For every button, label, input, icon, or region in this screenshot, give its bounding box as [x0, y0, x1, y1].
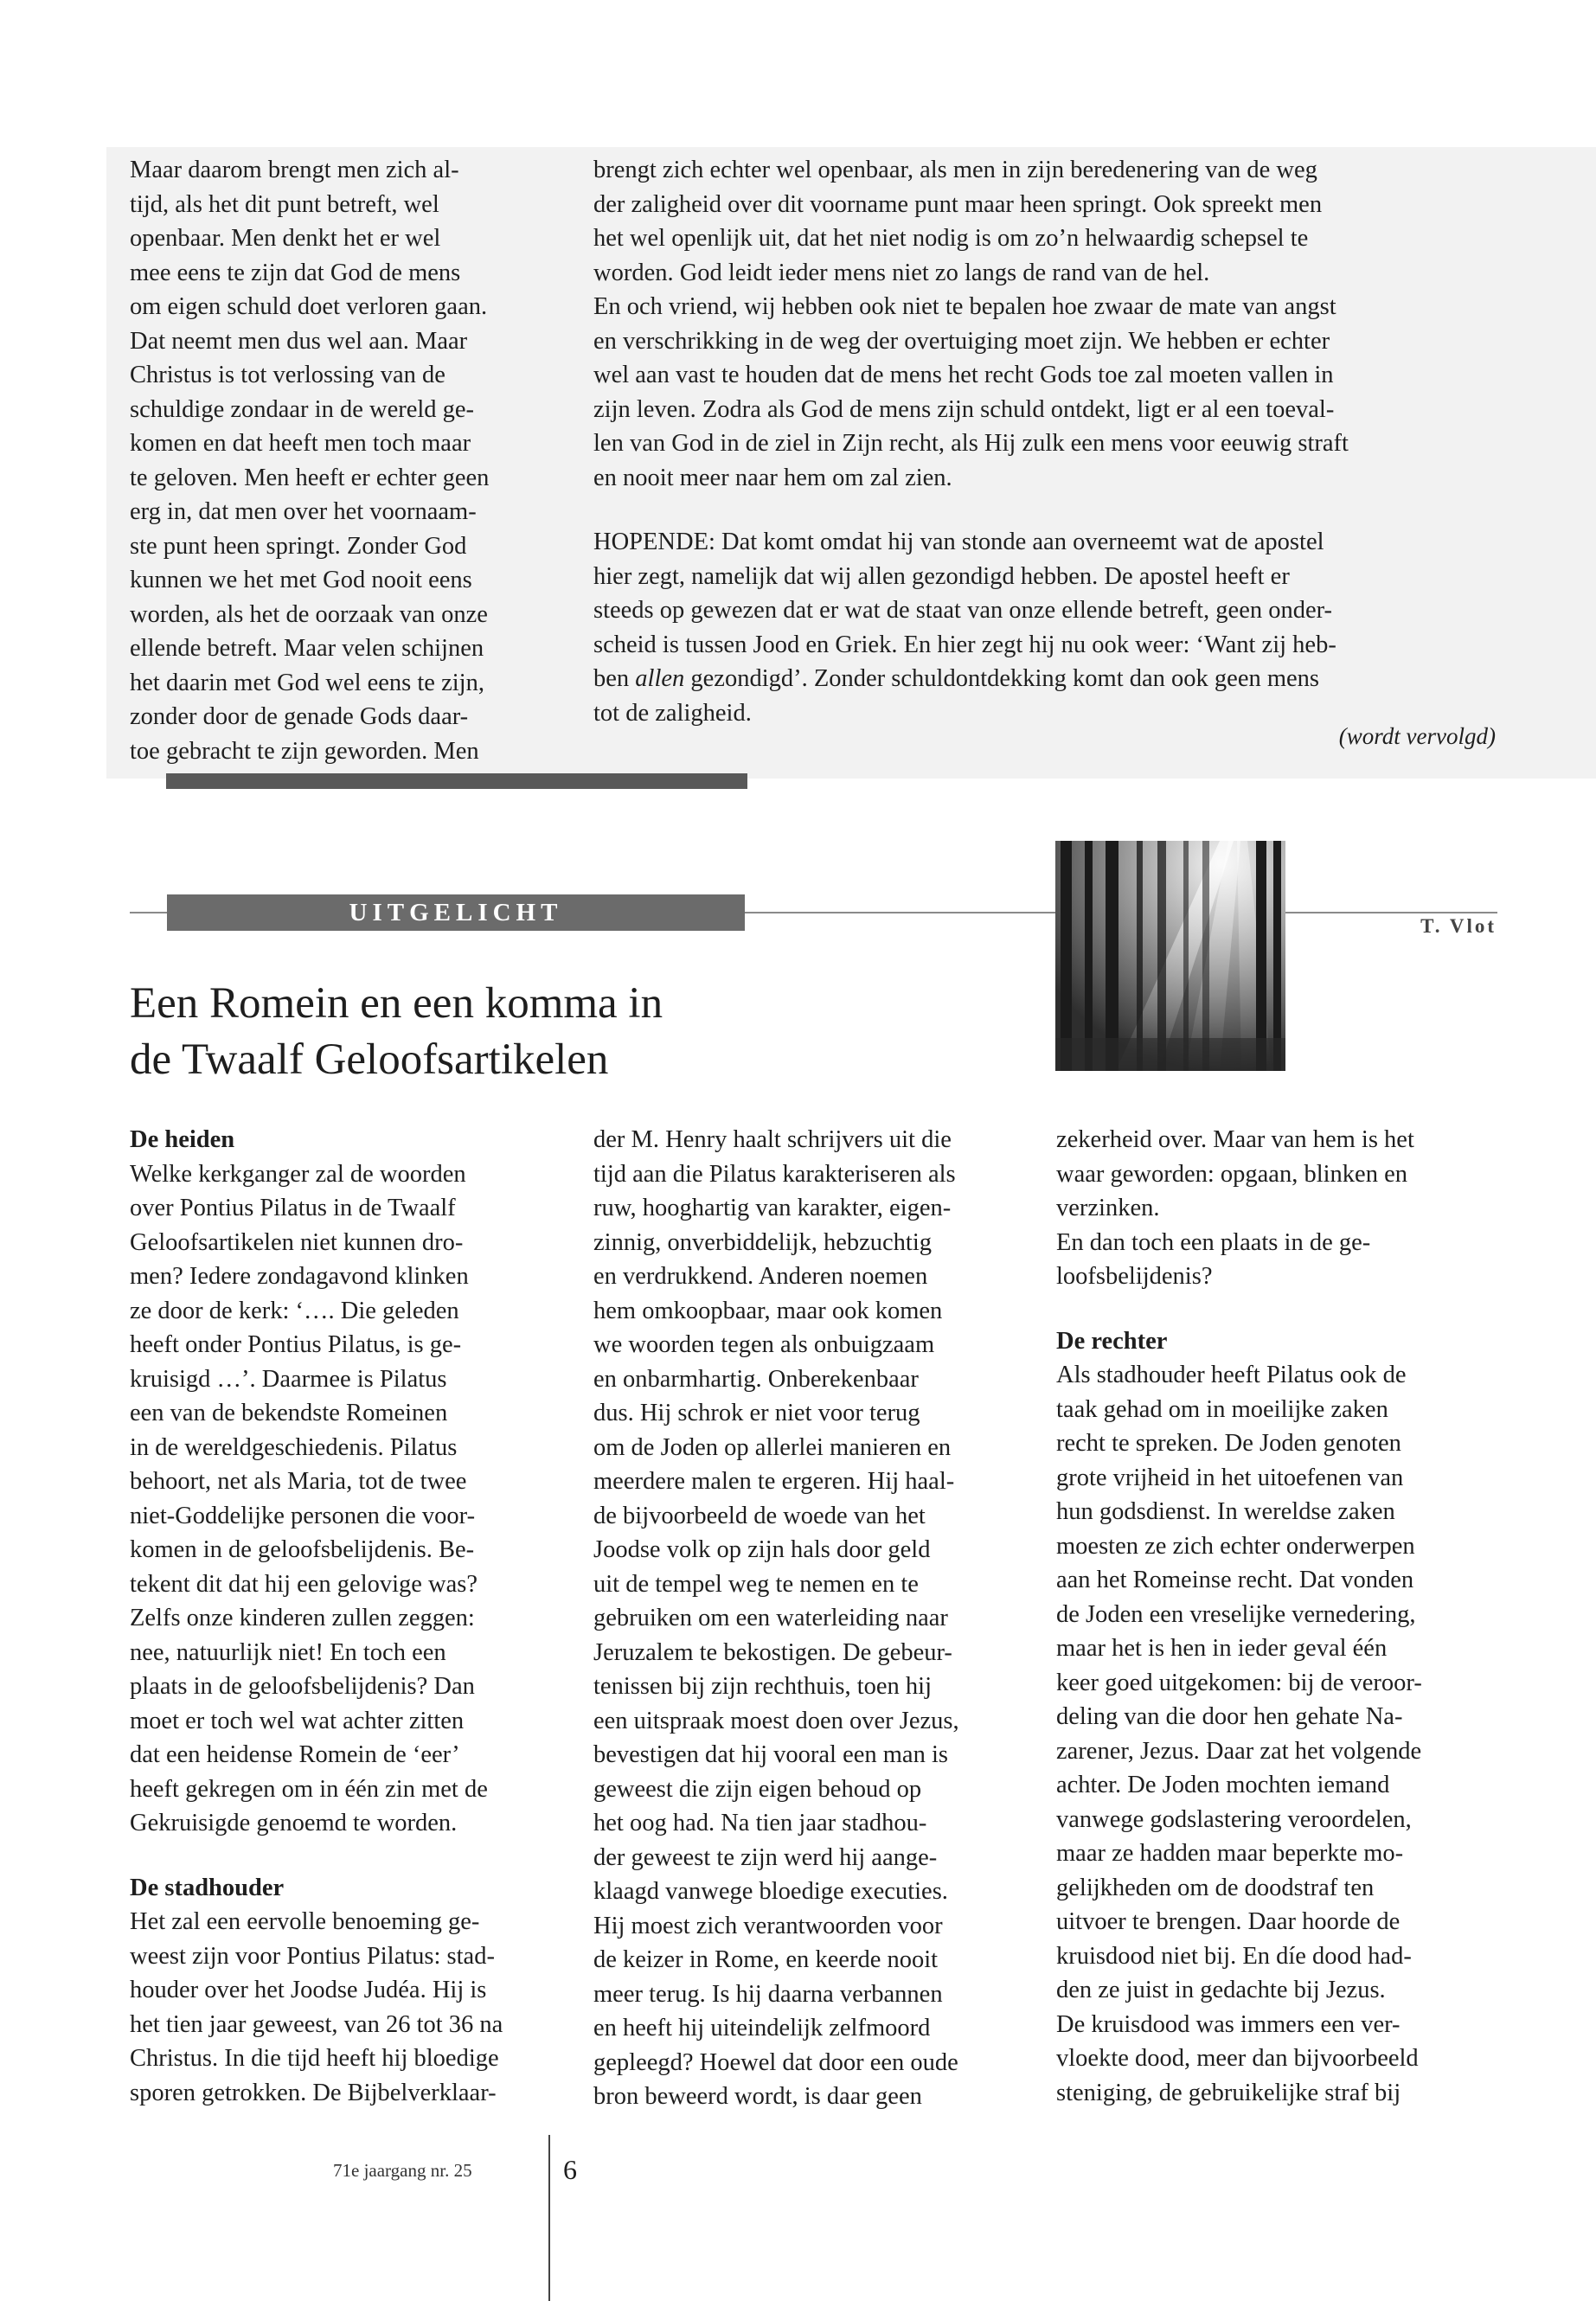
text-line: Als stadhouder heeft Pilatus ook de: [1056, 1362, 1407, 1388]
text-line: Gekruisigde genoemd te worden.: [130, 1810, 458, 1836]
section-rule-middle: [745, 912, 1055, 913]
text-line: Welke kerkganger zal de woorden: [130, 1160, 466, 1188]
text-line: maar het is hen in ieder geval één: [1056, 1635, 1388, 1662]
article-title-line-1: Een Romein en een komma in: [130, 979, 663, 1028]
text-line: der zaligheid over dit voorname punt maar heen springt. Ook spreekt men: [593, 190, 1323, 218]
text-line: houder over het Joodse Judéa. Hij is: [130, 1977, 487, 2003]
emphasis-word: allen: [635, 665, 685, 692]
text-line: sporen getrokken. De Bijbelverklaar-: [130, 2079, 497, 2106]
text-line: tekent dit dat hij een gelovige was?: [130, 1570, 478, 1598]
text-line: schuldige zondaar in de wereld ge-: [130, 395, 475, 423]
text-line: Het zal een eervolle benoeming ge-: [130, 1908, 480, 1935]
text-line: bevestigen dat hij vooral een man is: [593, 1741, 948, 1768]
text-line: HOPENDE: Dat komt omdat hij van stonde aan overneemt wat de apostel: [593, 529, 1324, 555]
text-line: geweest die zijn eigen behoud op: [593, 1775, 922, 1803]
subheading-de-stadhouder: De stadhouder: [130, 1874, 285, 1901]
text-line: Christus is tot verlossing van de: [130, 362, 445, 388]
text-line: klaagd vanwege bloedige executies.: [593, 1878, 948, 1905]
text-line: tijd, als het dit punt betreft, wel: [130, 190, 439, 218]
article-column-3: [1056, 1123, 1477, 2110]
text-line: in de wereldgeschiedenis. Pilatus: [130, 1433, 458, 1461]
text-line: hun godsdienst. In wereldse zaken: [1056, 1498, 1395, 1525]
divider-bar: [166, 773, 747, 789]
text-line: Zelfs onze kinderen zullen zeggen:: [130, 1605, 475, 1631]
article-title: [130, 976, 663, 1088]
issue-label: 71e jaargang nr. 25: [333, 2160, 472, 2181]
text-line: len van God in de ziel in Zijn recht, als Hij zulk een mens voor eeuwig straft: [593, 430, 1349, 457]
text-line: Dat neemt men dus wel aan. Maar: [130, 327, 468, 355]
text-line: ste punt heen springt. Zonder God: [130, 532, 467, 560]
text-line: en onbarmhartig. Onberekenbaar: [593, 1365, 919, 1393]
footer-divider: [548, 2135, 550, 2301]
text-line: En och vriend, wij hebben ook niet te bepalen hoe zwaar de mate van angst: [593, 293, 1336, 320]
text-line: aan het Romeinse recht. Dat vonden: [1056, 1567, 1414, 1593]
text-line: mee eens te zijn dat God de mens: [130, 259, 461, 286]
section-label: UITGELICHT: [167, 894, 745, 931]
text-line: heeft onder Pontius Pilatus, is ge-: [130, 1331, 462, 1358]
text-line: te geloven. Men heeft er echter geen: [130, 464, 490, 491]
continued-note: (wordt vervolgd): [1338, 723, 1496, 749]
text-line: grote vrijheid in het uitoefenen van: [1056, 1464, 1404, 1491]
text-line: deling van die door hen gehate Na-: [1056, 1703, 1403, 1730]
text-line: kruisigd …’. Daarmee is Pilatus: [130, 1365, 447, 1393]
last-line: tot de zaligheid.: [593, 699, 752, 727]
text-line: men? Iedere zondagavond klinken: [130, 1263, 469, 1290]
text-line: En dan toch een plaats in de ge-: [1056, 1228, 1371, 1256]
text-line: vloekte dood, meer dan bijvoorbeeld: [1056, 2045, 1419, 2072]
text-line: behoort, net als Maria, tot de twee: [130, 1468, 467, 1495]
text-line: den ze juist in gedachte bij Jezus.: [1056, 1977, 1386, 2003]
text-line: tenissen bij zijn rechthuis, toen hij: [593, 1673, 933, 1700]
text-line: vanwege godslastering veroordelen,: [1056, 1805, 1412, 1833]
text-line: en heeft hij uiteindelijk zelfmoord: [593, 2015, 931, 2041]
text-line: zijn leven. Zodra als God de mens zijn schuld ontdekt, ligt er al een toeval-: [593, 395, 1335, 423]
text-line: ruw, hooghartig van karakter, eigen-: [593, 1195, 952, 1221]
top-left-column: [130, 153, 551, 768]
article-title-line-2: de Twaalf Geloofsartikelen: [130, 1035, 609, 1084]
text-line: bron beweerd wordt, is daar geen: [593, 2083, 922, 2110]
text-line: gelijkheden om de doodstraf ten: [1056, 1874, 1375, 1901]
emphasis-line-suffix: gezondigd’. Zonder schuldontdekking komt dan ook geen mens: [684, 665, 1320, 692]
text-line: moesten ze zich echter onderwerpen: [1056, 1532, 1415, 1560]
text-line: het daarin met God wel eens te zijn,: [130, 669, 484, 696]
subheading-de-heiden: De heiden: [130, 1126, 235, 1153]
text-line: worden. God leidt ieder mens niet zo langs de rand van de hel.: [593, 259, 1210, 286]
text-line: en nooit meer naar hem om zal zien.: [593, 464, 952, 491]
article-column-2: [593, 1123, 1015, 2114]
text-line: niet-Goddelijke personen die voor-: [130, 1502, 476, 1529]
text-line: achter. De Joden mochten iemand: [1056, 1772, 1390, 1798]
text-line: scheid is tussen Jood en Griek. En hier zegt hij nu ook weer: ‘Want zij heb-: [593, 631, 1336, 658]
text-line: de bijvoorbeeld de woede van het: [593, 1502, 926, 1529]
text-line: gepleegd? Hoewel dat door een oude: [593, 2048, 958, 2076]
text-line: Maar daarom brengt men zich al-: [130, 157, 459, 183]
text-line: een van de bekendste Romeinen: [130, 1400, 448, 1426]
text-line: der M. Henry haalt schrijvers uit die: [593, 1126, 952, 1153]
text-line: maar ze hadden maar beperkte mo-: [1056, 1840, 1404, 1867]
text-line: zarener, Jezus. Daar zat het volgende: [1056, 1737, 1422, 1765]
text-line: meerdere malen te ergeren. Hij haal-: [593, 1468, 955, 1495]
text-line: de Joden een vreselijke vernedering,: [1056, 1600, 1416, 1628]
text-line: om eigen schuld doet verloren gaan.: [130, 293, 488, 320]
text-line: het wel openlijk uit, dat het niet nodig is om zo’n helwaardig schepsel te: [593, 225, 1309, 252]
text-line: gebruiken om een waterleiding naar: [593, 1605, 948, 1631]
text-line: heeft gekregen om in één zin met de: [130, 1775, 488, 1803]
text-line: komen en dat heeft men toch maar: [130, 430, 471, 457]
text-line: en verdrukkend. Anderen noemen: [593, 1263, 928, 1290]
text-line: het oog had. Na tien jaar stadhou-: [593, 1810, 927, 1836]
text-line: verzinken.: [1056, 1195, 1160, 1221]
text-line: over Pontius Pilatus in de Twaalf: [130, 1195, 456, 1221]
text-line: hem omkoopbaar, maar ook komen: [593, 1297, 943, 1324]
text-line: De kruisdood was immers een ver-: [1056, 2010, 1401, 2038]
text-line: taak gehad om in moeilijke zaken: [1056, 1395, 1388, 1423]
section-rule-right: [1285, 912, 1497, 913]
text-line: keer goed uitgekomen: bij de veroor-: [1056, 1669, 1422, 1696]
text-line: toe gebracht te zijn geworden. Men: [130, 737, 479, 765]
text-line: dus. Hij schrok er niet voor terug: [593, 1400, 920, 1426]
text-line: zekerheid over. Maar van hem is het: [1056, 1126, 1414, 1153]
text-line: uit de tempel weg te nemen en te: [593, 1570, 919, 1598]
text-line: en verschrikking in de weg der overtuiging moet zijn. We hebben er echter: [593, 327, 1330, 355]
text-line: om de Joden op allerlei manieren en: [593, 1433, 952, 1461]
text-line: tijd aan die Pilatus karakteriseren als: [593, 1160, 956, 1188]
text-line: openbaar. Men denkt het er wel: [130, 225, 441, 252]
subheading-de-rechter: De rechter: [1056, 1327, 1168, 1355]
top-right-column: [593, 153, 1477, 730]
text-line: waar geworden: opgaan, blinken en: [1056, 1160, 1407, 1188]
text-line: ellende betreft. Maar velen schijnen: [130, 635, 484, 662]
text-line: steniging, de gebruikelijke straf bij: [1056, 2079, 1401, 2106]
text-line: Hij moest zich verantwoorden voor: [593, 1912, 943, 1939]
section-rule-left: [130, 912, 167, 913]
text-line: komen in de geloofsbelijdenis. Be-: [130, 1536, 475, 1563]
text-line: zinnig, onverbiddelijk, hebzuchtig: [593, 1228, 932, 1256]
page-number: 6: [563, 2154, 577, 2185]
forest-image: [1055, 841, 1285, 1071]
text-line: brengt zich echter wel openbaar, als men in zijn beredenering van de weg: [593, 157, 1317, 183]
text-line: worden, als het de oorzaak van onze: [130, 600, 488, 628]
text-line: erg in, dat men over het voornaam-: [130, 498, 477, 525]
text-line: plaats in de geloofsbelijdenis? Dan: [130, 1673, 475, 1700]
text-line: de keizer in Rome, en keerde nooit: [593, 1946, 939, 1973]
text-line: meer terug. Is hij daarna verbannen: [593, 1980, 943, 2008]
text-line: recht te spreken. De Joden genoten: [1056, 1430, 1401, 1457]
text-line: kruisdood niet bij. En díe dood had-: [1056, 1942, 1412, 1970]
text-line: uitvoer te brengen. Daar hoorde de: [1056, 1908, 1401, 1935]
text-line: Jeruzalem te bekostigen. De gebeur-: [593, 1638, 952, 1666]
text-line: een uitspraak moest doen over Jezus,: [593, 1707, 959, 1734]
text-line: weest zijn voor Pontius Pilatus: stad-: [130, 1942, 495, 1970]
text-line: ze door de kerk: ‘…. Die geleden: [130, 1297, 459, 1324]
text-line: wel aan vast te houden dat de mens het recht Gods toe zal moeten vallen in: [593, 362, 1334, 388]
author-name: T. Vlot: [1420, 915, 1497, 937]
article-column-1: [130, 1123, 551, 2110]
text-line: dat een heidense Romein de ‘eer’: [130, 1741, 460, 1768]
text-line: steeds op gewezen dat er wat de staat van onze ellende betreft, geen onder-: [593, 597, 1333, 624]
text-line: zonder door de genade Gods daar-: [130, 703, 469, 730]
text-line: het tien jaar geweest, van 26 tot 36 na: [130, 2010, 503, 2038]
text-line: Christus. In die tijd heeft hij bloedige: [130, 2045, 499, 2072]
text-line: moet er toch wel wat achter zitten: [130, 1707, 465, 1734]
text-line: kunnen we het met God nooit eens: [130, 567, 472, 593]
emphasis-line-prefix: ben: [593, 665, 636, 692]
text-line: loofsbelijdenis?: [1056, 1263, 1213, 1290]
text-line: nee, natuurlijk niet! En toch een: [130, 1638, 446, 1666]
text-line: we woorden tegen als onbuigzaam: [593, 1331, 935, 1358]
text-line: Joodse volk op zijn hals door geld: [593, 1536, 931, 1563]
text-line: hier zegt, namelijk dat wij allen gezondigd hebben. De apostel heeft er: [593, 562, 1290, 590]
text-line: der geweest te zijn werd hij aange-: [593, 1843, 938, 1871]
text-line: Geloofsartikelen niet kunnen dro-: [130, 1228, 464, 1256]
